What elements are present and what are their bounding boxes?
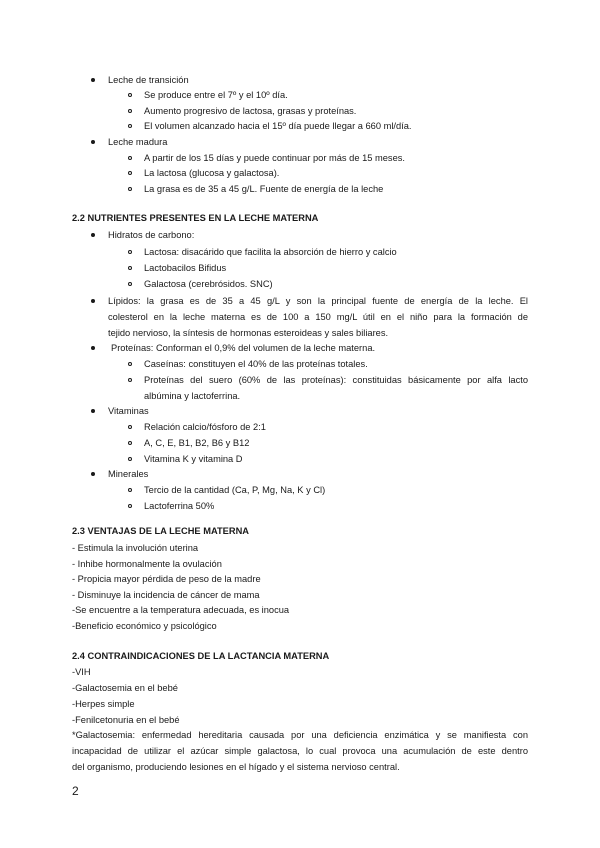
section-item-title: Proteínas: Conforman el 0,9% del volumen de la leche materna. [111, 343, 376, 353]
bullet-circle-icon [128, 124, 132, 128]
list-item: Se produce entre el 7º y el 10º día. [144, 90, 288, 100]
list-item: Lactoferrina 50% [144, 501, 215, 511]
paragraph-line: incapacidad de utilizar el azúcar simple galactosa, lo cual provoca una acumulación de este dentro [72, 746, 528, 756]
paragraph-line: tejido nervioso, la síntesis de hormonas esteroideas y sales biliares. [108, 328, 389, 338]
bullet-dot-icon [91, 472, 95, 476]
bullet-circle-icon [128, 282, 132, 286]
bullet-dot-icon [91, 140, 95, 144]
section-item-title: Minerales [108, 469, 149, 479]
paragraph-line: del organismo, produciendo lesiones en el hígado y el sistema nervioso central. [72, 762, 400, 772]
list-item: Proteínas del suero (60% de las proteínas): constituidas básicamente por alfa lacto [144, 375, 528, 385]
bullet-circle-icon [128, 441, 132, 445]
section-heading: 2.2 NUTRIENTES PRESENTES EN LA LECHE MATERNA [72, 213, 319, 223]
list-item: albúmina y lactoferrina. [144, 391, 241, 401]
bullet-dot-icon [91, 233, 95, 237]
list-item: Lactosa: disacárido que facilita la absorción de hierro y calcio [144, 247, 397, 257]
list-item: - Disminuye la incidencia de cáncer de mama [72, 590, 260, 600]
bullet-dot-icon [91, 346, 95, 350]
bullet-circle-icon [128, 378, 132, 382]
list-item: -Herpes simple [72, 699, 135, 709]
list-item: La grasa es de 35 a 45 g/L. Fuente de energía de la leche [144, 184, 384, 194]
bullet-dot-icon [91, 299, 95, 303]
list-item: -VIH [72, 667, 91, 677]
list-item: -Galactosemia en el bebé [72, 683, 178, 693]
list-item: El volumen alcanzado hacia el 15º día puede llegar a 660 ml/día. [144, 121, 412, 131]
list-item: Lactobacilos Bifidus [144, 263, 227, 273]
section-item-title: Hidratos de carbono: [108, 230, 195, 240]
list-item: - Inhibe hormonalmente la ovulación [72, 559, 222, 569]
section-item-title: Leche madura [108, 137, 168, 147]
bullet-circle-icon [128, 504, 132, 508]
bullet-circle-icon [128, 109, 132, 113]
list-item: Aumento progresivo de lactosa, grasas y proteínas. [144, 106, 357, 116]
bullet-circle-icon [128, 266, 132, 270]
list-item: A, C, E, B1, B2, B6 y B12 [144, 438, 250, 448]
list-item: La lactosa (glucosa y galactosa). [144, 168, 280, 178]
section-item-title: Vitaminas [108, 406, 149, 416]
bullet-circle-icon [128, 457, 132, 461]
list-item: Tercio de la cantidad (Ca, P, Mg, Na, K y Cl) [144, 485, 326, 495]
section-heading: 2.4 CONTRAINDICACIONES DE LA LACTANCIA MATERNA [72, 651, 330, 661]
section-item-title: Leche de transición [108, 75, 189, 85]
list-item: -Fenilcetonuria en el bebé [72, 715, 180, 725]
bullet-dot-icon [91, 78, 95, 82]
list-item: - Estimula la involución uterina [72, 543, 199, 553]
list-item: Galactosa (cerebrósidos. SNC) [144, 279, 273, 289]
bullet-circle-icon [128, 171, 132, 175]
bullet-circle-icon [128, 488, 132, 492]
list-item: -Beneficio económico y psicológico [72, 621, 217, 631]
bullet-dot-icon [91, 409, 95, 413]
bullet-circle-icon [128, 156, 132, 160]
bullet-circle-icon [128, 362, 132, 366]
list-item: -Se encuentre a la temperatura adecuada, es inocua [72, 605, 290, 615]
list-item: - Propicia mayor pérdida de peso de la madre [72, 574, 261, 584]
section-heading: 2.3 VENTAJAS DE LA LECHE MATERNA [72, 526, 250, 536]
paragraph-line: *Galactosemia: enfermedad hereditaria causada por una deficiencia enzimática y se manifiesta con [72, 730, 528, 740]
paragraph-line: colesterol en la leche materna es de 100 a 150 mg/L útil en el niño para la formación de [108, 312, 528, 322]
bullet-circle-icon [128, 250, 132, 254]
list-item: Vitamina K y vitamina D [144, 454, 243, 464]
bullet-circle-icon [128, 93, 132, 97]
bullet-circle-icon [128, 425, 132, 429]
list-item: Relación calcio/fósforo de 2:1 [144, 422, 266, 432]
page-number: 2 [72, 784, 79, 798]
bullet-circle-icon [128, 187, 132, 191]
list-item: Caseínas: constituyen el 40% de las proteínas totales. [144, 359, 368, 369]
paragraph-line: Lípidos: la grasa es de 35 a 45 g/L y son la principal fuente de energía de la leche. El [108, 296, 528, 306]
list-item: A partir de los 15 días y puede continuar por más de 15 meses. [144, 153, 405, 163]
